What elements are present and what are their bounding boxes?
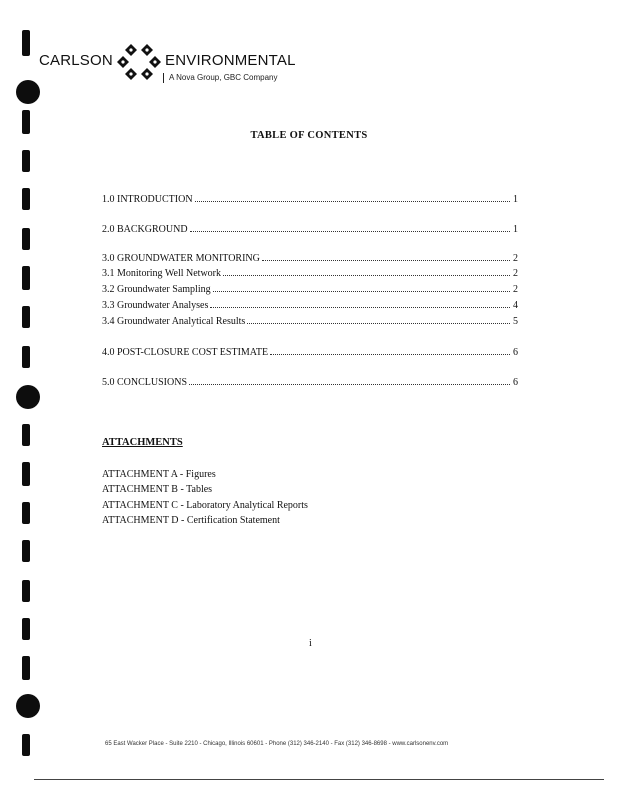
binder-mark (22, 734, 30, 756)
dot-leader (223, 275, 510, 276)
toc-entry-label: 3.2 Groundwater Sampling (102, 284, 211, 295)
toc-entry-page: 1 (513, 224, 518, 235)
dot-leader (262, 260, 510, 261)
toc-entry (102, 268, 518, 280)
dot-leader (210, 307, 510, 308)
dot-leader (247, 323, 510, 324)
binder-mark (22, 656, 30, 680)
toc-entry-page: 1 (513, 194, 518, 205)
company-tagline: A Nova Group, GBC Company (163, 73, 278, 83)
dot-leader (189, 384, 510, 385)
binder-mark (22, 266, 30, 290)
toc-entry-page: 4 (513, 300, 518, 311)
toc-entry (102, 284, 518, 296)
company-name-left: CARLSON (39, 52, 113, 69)
toc-entry-label: 3.3 Groundwater Analyses (102, 300, 209, 311)
punch-hole (16, 694, 40, 718)
diamond-cluster-icon (117, 42, 161, 82)
attachment-item: ATTACHMENT C - Laboratory Analytical Reports (102, 500, 308, 511)
toc-entry (102, 347, 518, 359)
toc-entry (102, 300, 518, 312)
binder-mark (22, 502, 30, 524)
dot-leader (213, 291, 510, 292)
toc-entry-label: 4.0 POST-CLOSURE COST ESTIMATE (102, 347, 269, 358)
binder-mark (22, 188, 30, 210)
page-title: TABLE OF CONTENTS (250, 130, 368, 141)
dot-leader (195, 201, 510, 202)
toc-entry-page: 2 (513, 284, 518, 295)
toc-entry-page: 6 (513, 377, 518, 388)
toc-entry (102, 224, 518, 236)
toc-entry-page: 5 (513, 316, 518, 327)
company-logo (39, 42, 299, 86)
dot-leader (270, 354, 510, 355)
toc-entry-page: 6 (513, 347, 518, 358)
toc-entry-page: 2 (513, 268, 518, 279)
toc-entry-label: 3.0 GROUNDWATER MONITORING (102, 253, 260, 264)
toc-entry (102, 377, 518, 389)
binder-mark (22, 306, 30, 328)
punch-hole (16, 80, 40, 104)
binder-mark (22, 462, 30, 486)
toc-entry-label: 2.0 BACKGROUND (102, 224, 188, 235)
page-number: i (309, 638, 312, 649)
attachment-item: ATTACHMENT B - Tables (102, 484, 213, 495)
binder-mark (22, 346, 30, 368)
binder-mark (22, 228, 30, 250)
dot-leader (190, 231, 510, 232)
toc-entry-label: 1.0 INTRODUCTION (102, 194, 193, 205)
toc-entry-label: 3.1 Monitoring Well Network (102, 268, 221, 279)
toc-entry (102, 316, 518, 328)
binder-mark (22, 580, 30, 602)
binder-mark (22, 540, 30, 562)
attachment-item: ATTACHMENT A - Figures (102, 469, 216, 480)
toc-entry-label: 5.0 CONCLUSIONS (102, 377, 188, 388)
toc-entry-page: 2 (513, 253, 518, 264)
attachments-heading: ATTACHMENTS (102, 437, 183, 448)
punch-hole (16, 385, 40, 409)
binder-mark (22, 30, 30, 56)
bottom-rule (34, 779, 604, 780)
company-name-right: ENVIRONMENTAL (165, 52, 296, 69)
toc-entry-label: 3.4 Groundwater Analytical Results (102, 316, 246, 327)
toc-entry (102, 253, 518, 265)
attachment-item: ATTACHMENT D - Certification Statement (102, 515, 280, 526)
footer-address: 65 East Wacker Place - Suite 2210 - Chicago, Illinois 60601 - Phone (312) 346-2140 - Fax (312) 346-8698 - www.carlsonenv.com (105, 741, 449, 747)
toc-entry (102, 194, 518, 206)
binder-mark (22, 150, 30, 172)
binder-mark (22, 424, 30, 446)
binder-mark (22, 618, 30, 640)
